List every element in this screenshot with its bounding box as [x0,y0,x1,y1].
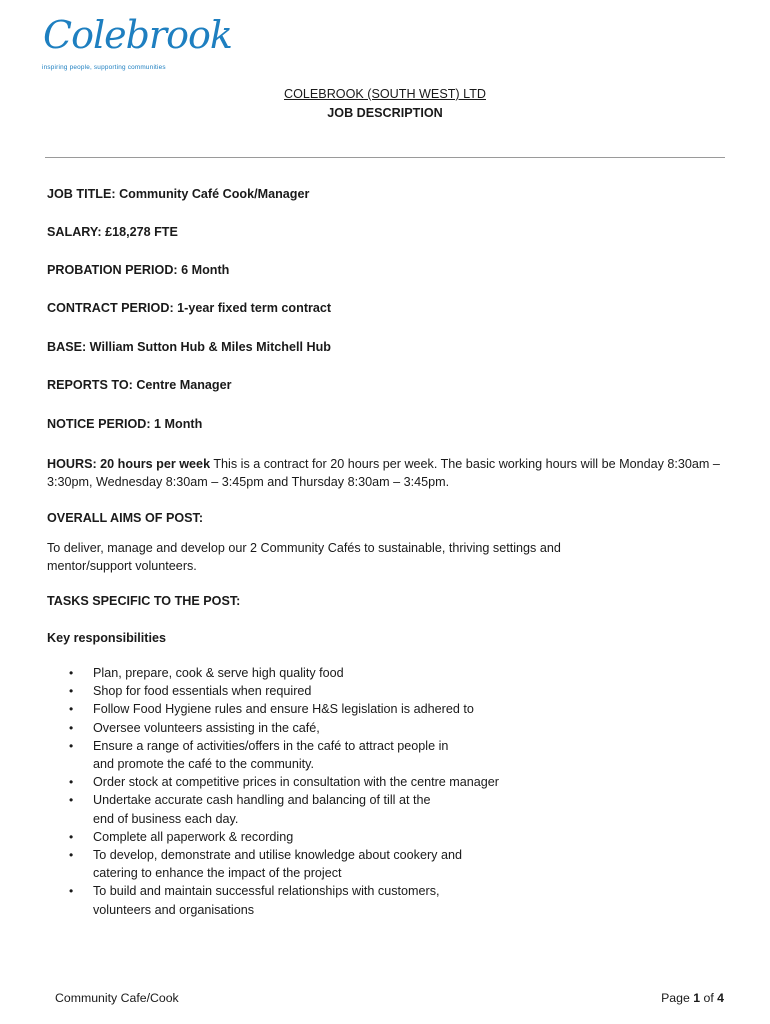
list-item [47,846,647,882]
bullet-icon: • [69,775,74,790]
list-item-text: catering to enhance the impact of the project [93,866,342,881]
list-item-text: Undertake accurate cash handling and balancing of till at the [93,793,431,808]
list-item-text: Oversee volunteers assisting in the café, [93,720,320,735]
logo-tagline: inspiring people, supporting communities [42,64,166,71]
list-item-text: Plan, prepare, cook & serve high quality food [93,666,344,680]
list-item-text: To build and maintain successful relationships with customers, [93,884,440,899]
list-item [47,719,647,737]
list-item-text: Ensure a range of activities/offers in the café to attract people in [93,738,449,753]
list-item-text: To develop, demonstrate and utilise knowledge about cookery and [93,848,462,863]
key-responsibilities-heading: Key responsibilities [47,631,166,645]
bullet-icon: • [69,829,74,844]
bullet-icon: • [69,848,74,863]
colebrook-logo [40,8,232,76]
list-item-text: volunteers and organisations [93,902,255,917]
bullet-icon: • [69,884,74,899]
list-item [47,737,647,773]
page-prefix: Page [661,991,694,1005]
company-name: COLEBROOK (SOUTH WEST) LTD [284,87,486,101]
reports-to: REPORTS TO: Centre Manager [47,378,232,392]
list-item-text: and promote the café to the community. [93,757,314,772]
list-item-text: Shop for food essentials when required [93,684,312,699]
aims-text: To deliver, manage and develop our 2 Community Cafés to sustainable, thriving settings and mentor/support volunteers. [47,541,561,573]
bullet-icon: • [69,793,74,808]
header-divider [45,157,725,158]
list-item-text: end of business each day. [93,811,239,826]
bullet-icon: • [69,720,74,735]
hours-text: This is a contract for 20 hours per week. The basic working hours will be Monday 8:30am – 3:30pm, Wednesday 8:30am – 3:45pm and Thursday 8:30am – 3:45pm. [47,457,720,489]
footer-title: Community Cafe/Cook [55,991,179,1005]
hours-paragraph [47,455,737,491]
bullet-icon: • [69,738,74,753]
tasks-heading: TASKS SPECIFIC TO THE POST: [47,594,241,608]
notice-period: NOTICE PERIOD: 1 Month [47,417,203,431]
list-item [47,773,647,791]
list-item-text: Order stock at competitive prices in consultation with the centre manager [93,775,499,790]
responsibilities-list [47,664,647,919]
page-current: 1 [693,991,701,1005]
logo-wordmark: Colebrook [43,13,232,57]
list-item-text: Complete all paperwork & recording [93,829,294,844]
list-item [47,700,647,718]
probation-period: PROBATION PERIOD: 6 Month [47,263,230,277]
contract-period: CONTRACT PERIOD: 1-year fixed term contract [47,301,332,315]
page-of: of [700,991,718,1005]
salary: SALARY: £18,278 FTE [47,225,178,239]
aims-heading: OVERALL AIMS OF POST: [47,511,204,525]
list-item [47,882,647,918]
page-total: 4 [717,991,724,1005]
document-type: JOB DESCRIPTION [327,106,443,120]
hours-label: HOURS: 20 hours per week [47,457,211,471]
list-item [47,682,647,700]
page-number [661,991,724,1005]
list-item-text: Follow Food Hygiene rules and ensure H&S legislation is adhered to [93,702,474,717]
job-title: JOB TITLE: Community Café Cook/Manager [47,187,310,201]
list-item [47,664,647,682]
list-item [47,791,647,827]
bullet-icon: • [69,666,74,680]
list-item [47,828,647,846]
base: BASE: William Sutton Hub & Miles Mitchell Hub [47,340,331,354]
bullet-icon: • [69,702,74,717]
bullet-icon: • [69,684,74,699]
